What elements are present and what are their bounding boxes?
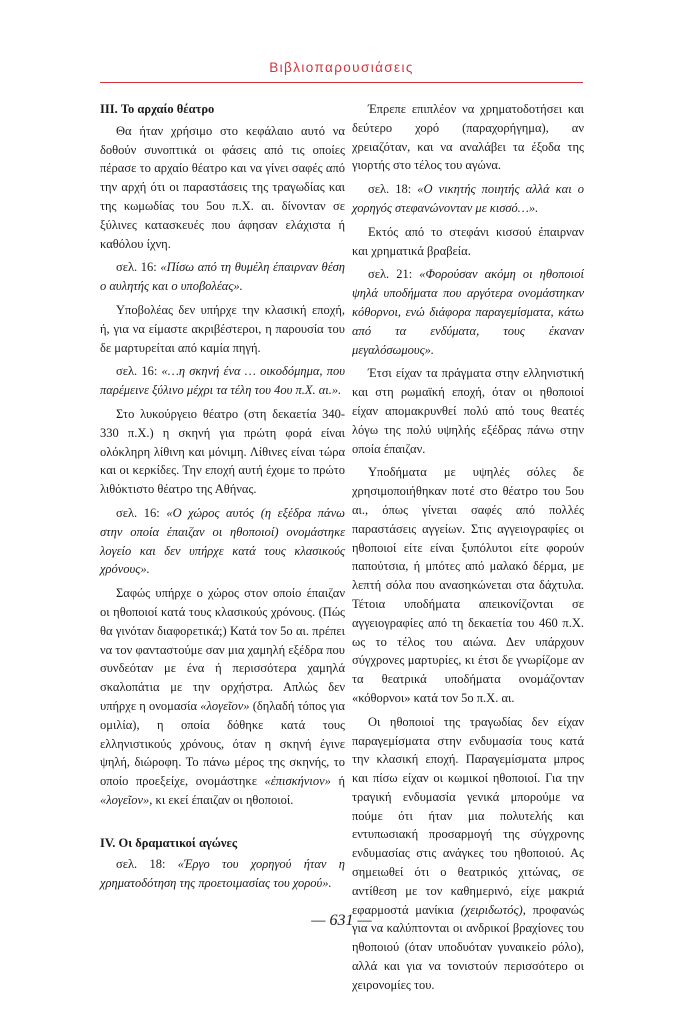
quoted-text: «Ο χώρος αυτός (η εξέδρα πάνω στην οποία έπαιζαν οι ηθοποιοί) ονομάστηκε λογείο και δεν υπήρχε κατά τους κλασικούς χρόνους». [100,505,345,577]
greek-term: «λογεῖον» [200,698,250,713]
quoted-text: «Πίσω από τη θυμέλη έπαιρναν θέση ο αυλητής και ο υποβολέας». [100,260,345,294]
quotation [100,362,345,400]
quoted-text: «Φορούσαν ακόμη οι ηθοποιοί ψηλά υποδήματα που αργότερα ονομάστηκαν κόθορνοι, ενώ διάφορα παραγεμίσματα, κάτω από τα ενδύματα, τους έκαναν μεγαλόσωμους». [352,267,584,357]
paragraph: Έπρεπε επιπλέον να χρηματοδοτήσει και δεύτερο χορό (παραχορήγημα), αν χρειαζόταν, και να αναλάβει τα έξοδα της γιορτής στο τέλος του αγώνα. [352,102,584,173]
paragraph: Στο λυκούργειο θέατρο (στη δεκαετία 340-330 π.Χ.) η σκηνή για πρώτη φορά είναι ολόκληρη λίθινη και μόνιμη. Λίθινες είναι τώρα και οι κερκίδες. Την εποχή αυτή έχομε το πρώτο λιθόκτιστο θέατρο της Αθήνας. [100,406,345,497]
text-run: Οι ηθοποιοί της τραγωδίας δεν είχαν παραγεμίσματα στην ενδυμασία τους κατά την κλασική εποχή. Παραγεμίσματα μπρος και πίσω είχαν οι κωμικοί ηθοποιοί. Για την τραγική ενδυμασία γενικά μπορούμε να πούμε ότι ήταν μια πολυτελής και εντυπωσιακή προσαρμογή της σύγχρονης ενδυμασίας στις ανάγκες του ηθοποιού. Ας σημειωθεί ότι ο θεατρικός χιτώνας, σε αντίθεση με τον καθημερινό, είχε μακριά εφαρμοστά μανίκια [352,714,584,917]
text-run: Σαφώς υπήρχε ο χώρος στον οποίο έπαιζαν οι ηθοποιοί κατά τους κλασικούς χρόνους. (Πώς θα γινόταν διαφορετικά;) Κατά τον 5ο αι. πρέπει να τον φανταστούμε σαν μια χαμηλή εξέδρα που συνδεόταν με ένα ή περισσότερα χαμηλά σκαλοπάτια με την ορχήστρα. Απλώς δεν υπήρχε η ονομασία [100,586,345,713]
text-run: ή [330,774,345,789]
header-rule [100,82,583,83]
page-reference: σελ. 18: [368,182,418,197]
page-reference: σελ. 16: [116,505,167,520]
paragraph: Υποβολέας δεν υπήρχε την κλασική εποχή, ή, για να είμαστε ακριβέστεροι, η παρουσία του δε μαρτυρείται από καμία πηγή. [100,302,345,355]
page-reference: σελ. 21: [368,267,420,282]
quotation [100,258,345,296]
quoted-text: «Έργο του χορηγού ήταν η χρηματοδότηση της προετοιμασίας του χορού». [100,857,345,891]
section-heading: III. Το αρχαίο θέατρο [100,102,215,116]
paragraph: Έτσι είχαν τα πράγματα στην ελληνιστική και στη ρωμαϊκή εποχή, όταν οι ηθοποιοί είχαν απομακρυνθεί πολύ από τους θεατές λόγω της πολύ υψηλής εξέδρας πάνω στην οποία έπαιζαν. [352,366,584,456]
paragraph [100,584,345,810]
quotation [100,504,345,579]
quoted-text: «Ο νικητής ποιητής αλλά και ο χορηγός στεφανώνονταν με κισσό…». [352,182,584,215]
paragraph: Υποδήματα με υψηλές σόλες δε χρησιμοποιήθηκαν ποτέ στο θέατρο του 5ου αι., όπως γίνεται σαφές από πολλές παραστάσεις αγγείων. Στις αγγειογραφίες οι ηθοποιοί είτε είναι ξυπόλυτοι είτε φορούν παπούτσια, ή μπότες από μαλακό δέρμα, με λεπτή σόλα που ανασηκώνεται στα δάχτυλα. Τέτοια υποδήματα απεικονίζονται σε αγγειογραφίες από τη δεκαετία του 460 π.Χ. ως το τέλος του αιώνα. Δεν υπάρχουν σύγχρονες μαρτυρίες, κι έτσι δε γνωρίζομε αν τα θεατρικά υποδήματα ονομάζονταν «κόθορνοι» κατά τον 5ο π.Χ. αι. [352,465,584,705]
quotation [352,180,584,218]
greek-term: «ἐπισκήνιον» [264,774,331,789]
page-reference: σελ. 16: [116,260,161,275]
quoted-text: «…η σκηνή ένα … οικοδόμημα, που παρέμεινε ξύλινο μέχρι τα τέλη του 4ου π.Χ. αι.». [100,364,345,398]
section-heading: IV. Οι δραματικοί αγώνες [100,835,238,850]
paragraph: Θα ήταν χρήσιμο στο κεφάλαιο αυτό να δοθούν συνοπτικά οι φάσεις από τις οποίες πέρασε το αρχαίο θέατρο και να γίνει σαφές από την αρχή ότι οι παραστάσεις της τραγωδίας και της κωμωδίας του 5ου π.Χ. αι. δίνονταν σε ξύλινες κατασκευές που άφησαν ελάχιστα ή καθόλου ίχνη. [100,123,345,251]
text-run: (δηλαδή τόπος για ομιλία), η οποία δόθηκε κατά τους ελληνιστικούς χρόνους, όταν η σκηνή έγινε ψηλή, διώροφη. Το πάνω μέρος της σκηνής, το οποίο προεξείχε, ονομάστηκε [100,698,345,789]
paragraph [352,713,584,995]
page-number: — 631 — [311,912,372,929]
quotation [352,265,584,359]
running-head: Βιβλιοπαρουσιάσεις [269,60,414,75]
page-reference: σελ. 18: [116,857,178,872]
quotation [100,855,345,893]
text-run: , κι εκεί έπαιζαν οι ηθοποιοί. [149,792,294,807]
page-reference: σελ. 16: [116,364,162,379]
right-column [352,100,584,1000]
greek-term: «λογεῖον» [100,792,150,807]
text-run: , προφανώς για να καλύπτονται οι ανδρικοί βραχίονες του ηθοποιού (όταν υποδυόταν γυναικείο ρόλο), αλλά και για να τονιστούν περισσότερο οι χειρονομίες του. [352,902,584,992]
paragraph: Εκτός από το στεφάνι κισσού έπαιρναν και χρηματικά βραβεία. [352,224,584,258]
greek-term: (χειριδωτός) [460,902,523,917]
left-column [100,100,345,898]
